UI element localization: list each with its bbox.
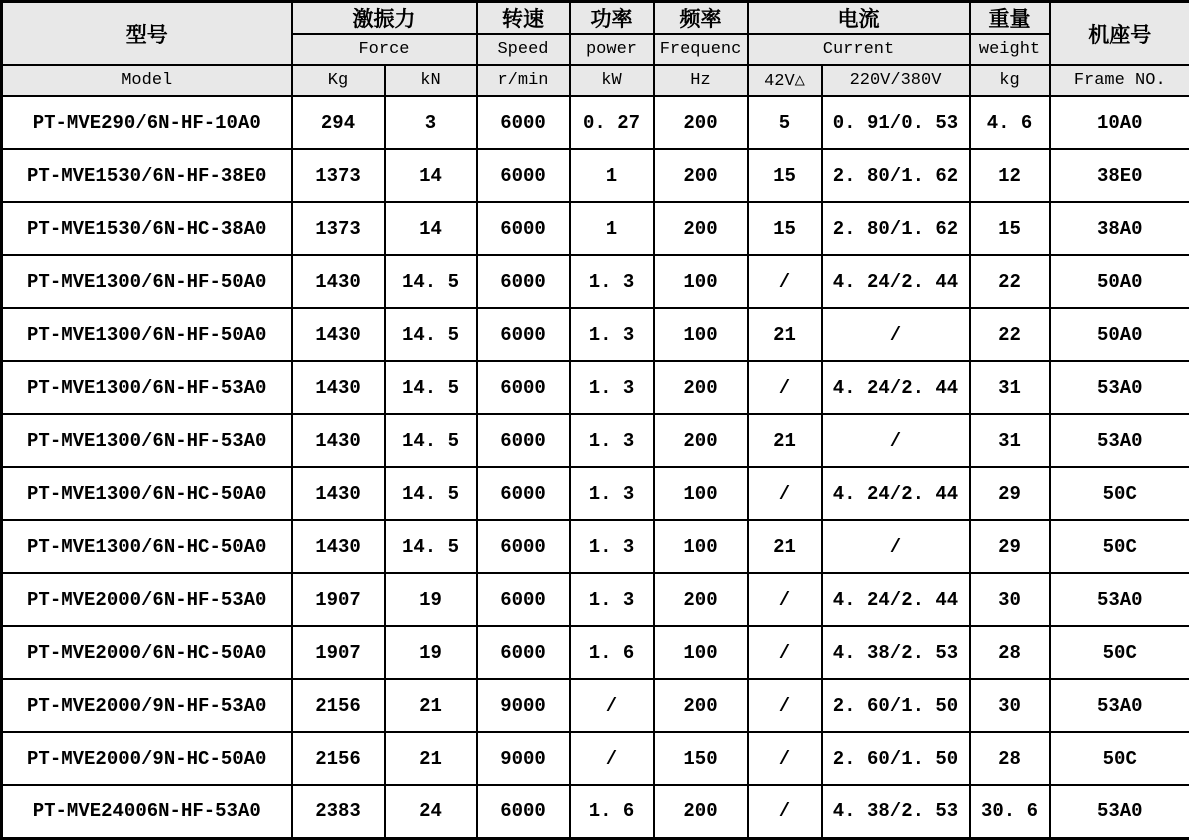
cell-weight: 28 [970,626,1050,679]
cell-power: 1. 6 [570,626,654,679]
header-model-en: Model [2,65,292,96]
cell-frequency: 200 [654,414,748,467]
header-weight-en: weight [970,34,1050,65]
cell-frame: 50C [1050,520,1189,573]
table-row [2,308,1189,361]
cell-speed: 6000 [477,626,570,679]
table-row [2,785,1189,838]
cell-current-220-380: / [822,414,970,467]
header-model-cn: 型号 [2,2,292,66]
table-row [2,149,1189,202]
cell-force-kn: 24 [385,785,477,838]
cell-model: PT-MVE2000/6N-HF-53A0 [2,573,292,626]
cell-speed: 9000 [477,732,570,785]
cell-model: PT-MVE290/6N-HF-10A0 [2,96,292,149]
cell-force-kg: 1430 [292,467,385,520]
cell-weight: 31 [970,361,1050,414]
cell-force-kg: 2156 [292,679,385,732]
cell-weight: 30. 6 [970,785,1050,838]
cell-frequency: 100 [654,255,748,308]
cell-force-kg: 1430 [292,414,385,467]
cell-speed: 6000 [477,785,570,838]
cell-weight: 4. 6 [970,96,1050,149]
cell-force-kg: 1430 [292,520,385,573]
cell-frequency: 100 [654,308,748,361]
header-current-en: Current [748,34,970,65]
cell-force-kg: 1907 [292,573,385,626]
cell-force-kn: 14. 5 [385,467,477,520]
table-row [2,202,1189,255]
cell-weight: 29 [970,520,1050,573]
cell-force-kg: 294 [292,96,385,149]
cell-power: 1. 3 [570,255,654,308]
table-row [2,361,1189,414]
cell-model: PT-MVE1300/6N-HF-53A0 [2,414,292,467]
cell-model: PT-MVE24006N-HF-53A0 [2,785,292,838]
cell-current-220-380: 2. 60/1. 50 [822,732,970,785]
header-frequency-en: Frequenc [654,34,748,65]
cell-power: / [570,732,654,785]
cell-current-42v: / [748,626,822,679]
cell-frame: 38A0 [1050,202,1189,255]
cell-speed: 6000 [477,361,570,414]
cell-frame: 50C [1050,732,1189,785]
cell-force-kg: 1373 [292,149,385,202]
cell-current-42v: 5 [748,96,822,149]
cell-current-42v: 21 [748,414,822,467]
cell-model: PT-MVE1530/6N-HF-38E0 [2,149,292,202]
cell-force-kg: 1430 [292,255,385,308]
cell-power: 1. 3 [570,573,654,626]
header-frame-cn: 机座号 [1050,2,1189,66]
cell-force-kn: 14 [385,202,477,255]
cell-power: 1. 3 [570,414,654,467]
cell-speed: 6000 [477,149,570,202]
cell-frame: 53A0 [1050,361,1189,414]
cell-force-kn: 14. 5 [385,361,477,414]
table-row [2,414,1189,467]
cell-frame: 10A0 [1050,96,1189,149]
cell-frame: 50A0 [1050,255,1189,308]
cell-current-220-380: 2. 80/1. 62 [822,202,970,255]
table-body [2,96,1189,838]
cell-current-220-380: 2. 80/1. 62 [822,149,970,202]
cell-current-42v: / [748,361,822,414]
cell-speed: 9000 [477,679,570,732]
cell-model: PT-MVE1530/6N-HC-38A0 [2,202,292,255]
cell-power: 1. 3 [570,361,654,414]
cell-weight: 12 [970,149,1050,202]
cell-current-42v: 15 [748,149,822,202]
cell-speed: 6000 [477,202,570,255]
cell-weight: 29 [970,467,1050,520]
cell-force-kn: 14. 5 [385,308,477,361]
cell-force-kn: 19 [385,626,477,679]
cell-current-220-380: 4. 24/2. 44 [822,255,970,308]
table-row [2,679,1189,732]
cell-frame: 50A0 [1050,308,1189,361]
cell-power: 1. 3 [570,308,654,361]
cell-weight: 31 [970,414,1050,467]
cell-current-220-380: 4. 24/2. 44 [822,467,970,520]
cell-force-kn: 21 [385,732,477,785]
cell-current-220-380: 4. 24/2. 44 [822,361,970,414]
cell-speed: 6000 [477,414,570,467]
cell-force-kn: 3 [385,96,477,149]
table-row [2,255,1189,308]
header-unit-kg-force: Kg [292,65,385,96]
header-force-cn: 激振力 [292,2,477,35]
header-frame-en: Frame NO. [1050,65,1189,96]
cell-frequency: 100 [654,626,748,679]
header-row-cn [2,2,1189,35]
cell-model: PT-MVE2000/6N-HC-50A0 [2,626,292,679]
cell-frequency: 100 [654,520,748,573]
table-row [2,467,1189,520]
cell-current-220-380: 4. 24/2. 44 [822,573,970,626]
cell-current-42v: / [748,732,822,785]
cell-force-kn: 14. 5 [385,255,477,308]
header-weight-cn: 重量 [970,2,1050,35]
cell-current-42v: / [748,785,822,838]
header-power-cn: 功率 [570,2,654,35]
cell-power: 1. 3 [570,467,654,520]
cell-force-kn: 14 [385,149,477,202]
header-current-cn: 电流 [748,2,970,35]
cell-model: PT-MVE1300/6N-HF-50A0 [2,308,292,361]
table-row [2,626,1189,679]
cell-model: PT-MVE1300/6N-HF-53A0 [2,361,292,414]
cell-speed: 6000 [477,96,570,149]
header-speed-en: Speed [477,34,570,65]
header-power-en: power [570,34,654,65]
cell-force-kg: 1430 [292,308,385,361]
cell-current-220-380: 4. 38/2. 53 [822,785,970,838]
cell-frequency: 200 [654,679,748,732]
cell-current-220-380: 4. 38/2. 53 [822,626,970,679]
header-unit-hz: Hz [654,65,748,96]
cell-force-kn: 19 [385,573,477,626]
cell-speed: 6000 [477,467,570,520]
cell-current-42v: / [748,679,822,732]
cell-current-220-380: 0. 91/0. 53 [822,96,970,149]
cell-force-kg: 1430 [292,361,385,414]
table-row [2,732,1189,785]
cell-model: PT-MVE1300/6N-HF-50A0 [2,255,292,308]
cell-force-kg: 2383 [292,785,385,838]
cell-power: 1 [570,202,654,255]
cell-frequency: 200 [654,573,748,626]
cell-speed: 6000 [477,308,570,361]
cell-speed: 6000 [477,520,570,573]
cell-current-42v: / [748,467,822,520]
cell-frequency: 200 [654,361,748,414]
cell-force-kg: 2156 [292,732,385,785]
header-frequency-cn: 频率 [654,2,748,35]
cell-current-220-380: 2. 60/1. 50 [822,679,970,732]
cell-model: PT-MVE2000/9N-HF-53A0 [2,679,292,732]
cell-force-kg: 1373 [292,202,385,255]
table-row [2,573,1189,626]
cell-frequency: 100 [654,467,748,520]
cell-current-42v: 21 [748,520,822,573]
cell-current-42v: 21 [748,308,822,361]
cell-current-220-380: / [822,308,970,361]
cell-force-kn: 14. 5 [385,520,477,573]
cell-model: PT-MVE2000/9N-HC-50A0 [2,732,292,785]
cell-power: 1 [570,149,654,202]
header-unit-kw: kW [570,65,654,96]
table-row [2,96,1189,149]
cell-weight: 15 [970,202,1050,255]
cell-force-kn: 21 [385,679,477,732]
cell-current-42v: / [748,573,822,626]
header-unit-220-380: 220V/380V [822,65,970,96]
cell-power: 1. 6 [570,785,654,838]
cell-frame: 53A0 [1050,573,1189,626]
cell-power: / [570,679,654,732]
header-row-units [2,65,1189,96]
table-row [2,520,1189,573]
cell-current-42v: / [748,255,822,308]
header-force-en: Force [292,34,477,65]
cell-power: 1. 3 [570,520,654,573]
cell-frame: 50C [1050,626,1189,679]
cell-weight: 22 [970,255,1050,308]
cell-frequency: 200 [654,202,748,255]
cell-weight: 22 [970,308,1050,361]
cell-speed: 6000 [477,255,570,308]
cell-force-kn: 14. 5 [385,414,477,467]
cell-frame: 38E0 [1050,149,1189,202]
cell-frame: 53A0 [1050,414,1189,467]
cell-frame: 50C [1050,467,1189,520]
header-unit-kg-weight: kg [970,65,1050,96]
table-header [2,2,1189,97]
header-unit-42v: 42V△ [748,65,822,96]
cell-weight: 30 [970,573,1050,626]
cell-weight: 28 [970,732,1050,785]
cell-force-kg: 1907 [292,626,385,679]
header-unit-rpm: r/min [477,65,570,96]
cell-model: PT-MVE1300/6N-HC-50A0 [2,520,292,573]
header-unit-kn: kN [385,65,477,96]
cell-frequency: 200 [654,149,748,202]
cell-weight: 30 [970,679,1050,732]
cell-frame: 53A0 [1050,679,1189,732]
cell-power: 0. 27 [570,96,654,149]
cell-frequency: 200 [654,785,748,838]
cell-frame: 53A0 [1050,785,1189,838]
header-speed-cn: 转速 [477,2,570,35]
cell-current-42v: 15 [748,202,822,255]
cell-model: PT-MVE1300/6N-HC-50A0 [2,467,292,520]
cell-speed: 6000 [477,573,570,626]
cell-frequency: 200 [654,96,748,149]
cell-frequency: 150 [654,732,748,785]
cell-current-220-380: / [822,520,970,573]
